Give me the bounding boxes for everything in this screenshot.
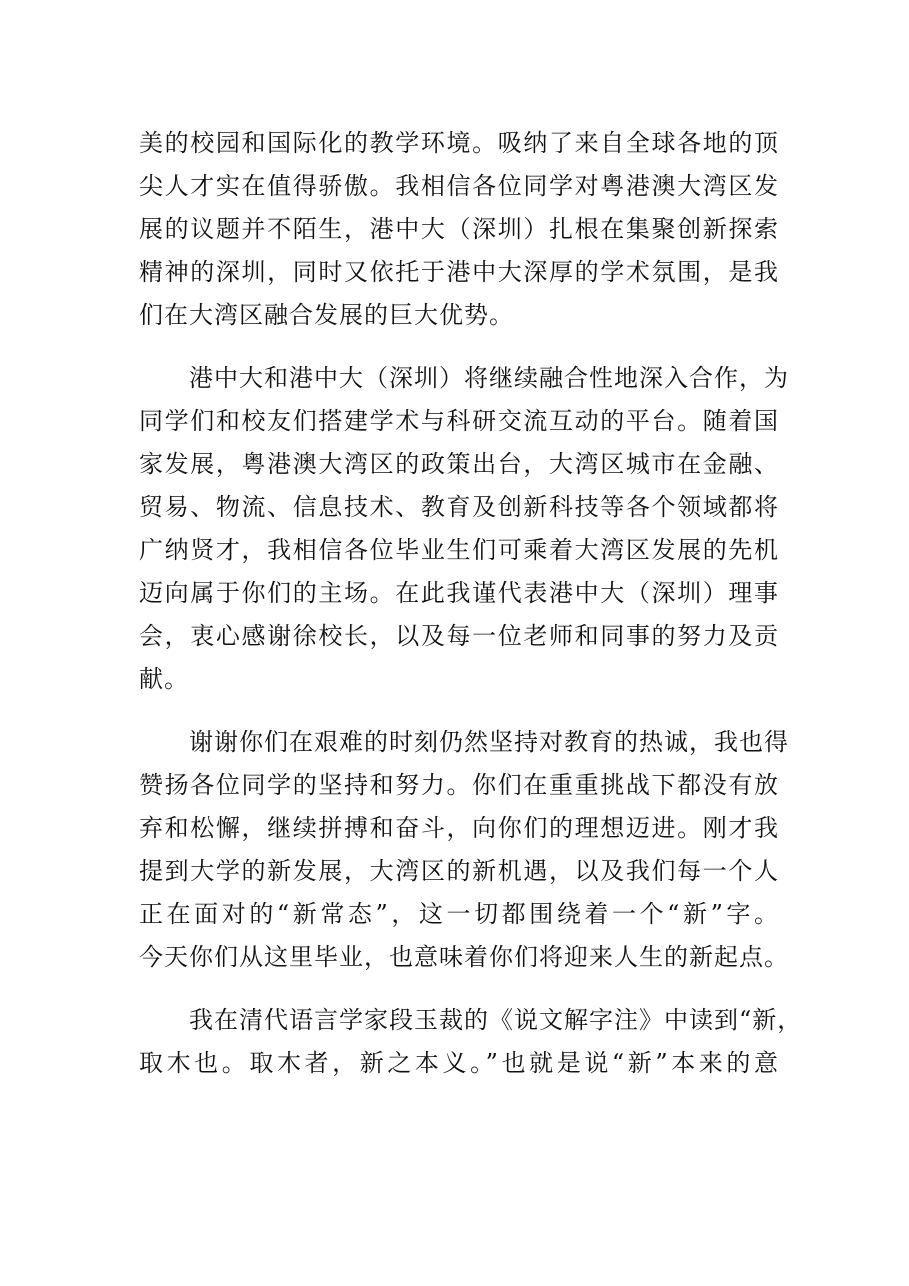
text-line: 赞扬各位同学的坚持和努力。你们在重重挑战下都没有放 bbox=[139, 771, 779, 799]
text-line: 我在清代语言学家段玉裁的《说文解字注》中读到“新， bbox=[139, 1006, 803, 1034]
text-line: 取木也。取木者，新之本义。”也就是说“新”本来的意 bbox=[139, 1049, 779, 1077]
text-line: 谢谢你们在艰难的时刻仍然坚持对教育的热诚，我也得 bbox=[139, 728, 789, 756]
text-line: 同学们和校友们搭建学术与科研交流互动的平台。随着国 bbox=[139, 407, 779, 435]
text-line: 们在大湾区融合发展的巨大优势。 bbox=[139, 301, 514, 329]
text-line: 尖人才实在值得骄傲。我相信各位同学对粤港澳大湾区发 bbox=[139, 172, 779, 200]
text-line: 提到大学的新发展，大湾区的新机遇，以及我们每一个人 bbox=[139, 857, 779, 885]
paragraph-3 bbox=[139, 721, 789, 979]
text-line: 正在面对的“新常态”，这一切都围绕着一个“新”字。 bbox=[139, 900, 779, 928]
body-text bbox=[139, 122, 803, 1105]
paragraph-4 bbox=[139, 999, 803, 1085]
text-line: 广纳贤才，我相信各位毕业生们可乘着大湾区发展的先机 bbox=[139, 536, 779, 564]
text-line: 今天你们从这里毕业，也意味着你们将迎来人生的新起点。 bbox=[139, 943, 789, 971]
paragraph-1 bbox=[139, 122, 779, 337]
text-line: 弃和松懈，继续拼搏和奋斗，向你们的理想迈进。刚才我 bbox=[139, 814, 779, 842]
text-line: 港中大和港中大（深圳）将继续融合性地深入合作，为 bbox=[139, 364, 789, 392]
text-line: 迈向属于你们的主场。在此我谨代表港中大（深圳）理事 bbox=[139, 579, 779, 607]
text-line: 贸易、物流、信息技术、教育及创新科技等各个领域都将 bbox=[139, 493, 779, 521]
text-line: 展的议题并不陌生，港中大（深圳）扎根在集聚创新探索 bbox=[139, 215, 779, 243]
text-line: 献。 bbox=[139, 665, 189, 693]
text-line: 会，衷心感谢徐校长，以及每一位老师和同事的努力及贡 bbox=[139, 622, 779, 650]
text-line: 精神的深圳，同时又依托于港中大深厚的学术氛围，是我 bbox=[139, 258, 779, 286]
paragraph-2 bbox=[139, 357, 789, 701]
text-line: 家发展，粤港澳大湾区的政策出台，大湾区城市在金融、 bbox=[139, 450, 779, 478]
text-line: 美的校园和国际化的教学环境。吸纳了来自全球各地的顶 bbox=[139, 129, 779, 157]
